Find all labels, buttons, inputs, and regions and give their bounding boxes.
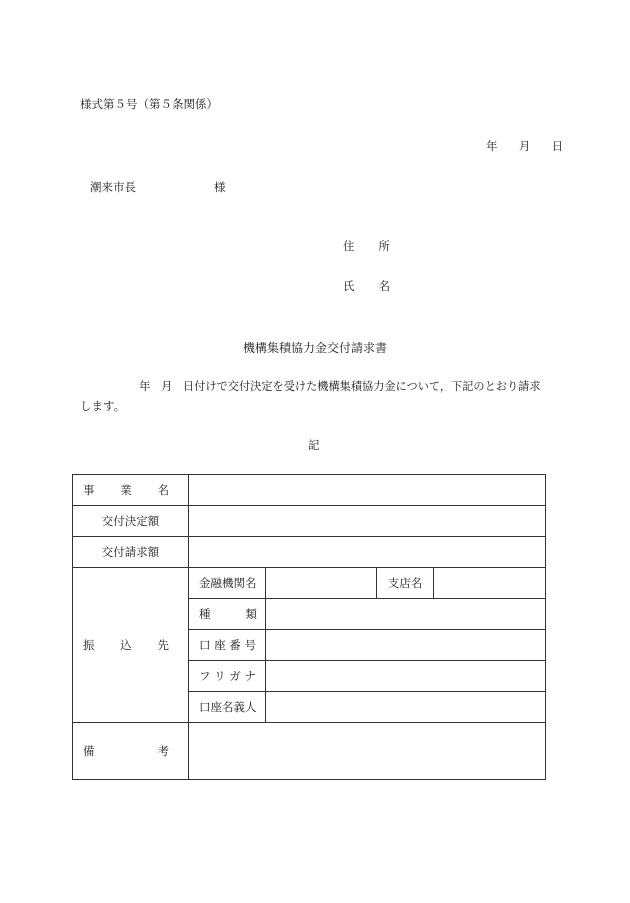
label-project-name: 事 業 名 <box>73 475 189 506</box>
label-grant-decision-amount: 交付決定額 <box>73 506 189 537</box>
request-table <box>72 474 546 780</box>
label-remarks: 備 考 <box>73 723 189 780</box>
account-holder-field[interactable] <box>266 692 546 723</box>
addressee-org: 潮来市長 <box>90 180 136 194</box>
bank-name-field[interactable] <box>266 568 377 599</box>
account-number-field[interactable] <box>266 630 546 661</box>
date-line <box>486 138 563 154</box>
label-account-type: 種 類 <box>189 599 266 630</box>
table-row <box>73 506 546 537</box>
date-year: 年 <box>486 139 498 153</box>
body-month: 月 <box>161 379 173 393</box>
document-title: 機構集積協力金交付請求書 <box>243 341 388 355</box>
label-bank-name: 金融機関名 <box>189 568 266 599</box>
table-row <box>73 568 546 599</box>
date-month: 月 <box>518 139 531 153</box>
label-grant-request-amount: 交付請求額 <box>73 537 189 568</box>
label-furigana: フ リ ガ ナ <box>189 661 266 692</box>
grant-decision-amount-field[interactable] <box>189 506 546 537</box>
grant-request-amount-field[interactable] <box>189 537 546 568</box>
table-row <box>73 537 546 568</box>
date-day: 日 <box>551 139 564 153</box>
label-branch-name: 支店名 <box>377 568 434 599</box>
body-year: 年 <box>139 379 151 393</box>
form-number: 様式第５号（第５条関係） <box>80 97 218 111</box>
label-transfer-to: 振 込 先 <box>73 568 189 723</box>
label-account-number: 口 座 番 号 <box>189 630 266 661</box>
address-label: 住 所 <box>343 239 390 253</box>
ki-marker: 記 <box>308 438 320 452</box>
name-label: 氏 名 <box>343 279 390 293</box>
table-row <box>73 723 546 780</box>
label-account-holder: 口座名義人 <box>189 692 266 723</box>
account-type-field[interactable] <box>266 599 546 630</box>
body-line1: 日付けで交付決定を受けた機構集積協力金について，下記のとおり請求 <box>183 380 541 393</box>
branch-name-field[interactable] <box>434 568 546 599</box>
addressee-suffix: 様 <box>214 180 226 194</box>
remarks-field[interactable] <box>189 723 546 780</box>
furigana-field[interactable] <box>266 661 546 692</box>
project-name-field[interactable] <box>189 475 546 506</box>
table-row <box>73 475 546 506</box>
body-line2: します。 <box>80 399 126 413</box>
